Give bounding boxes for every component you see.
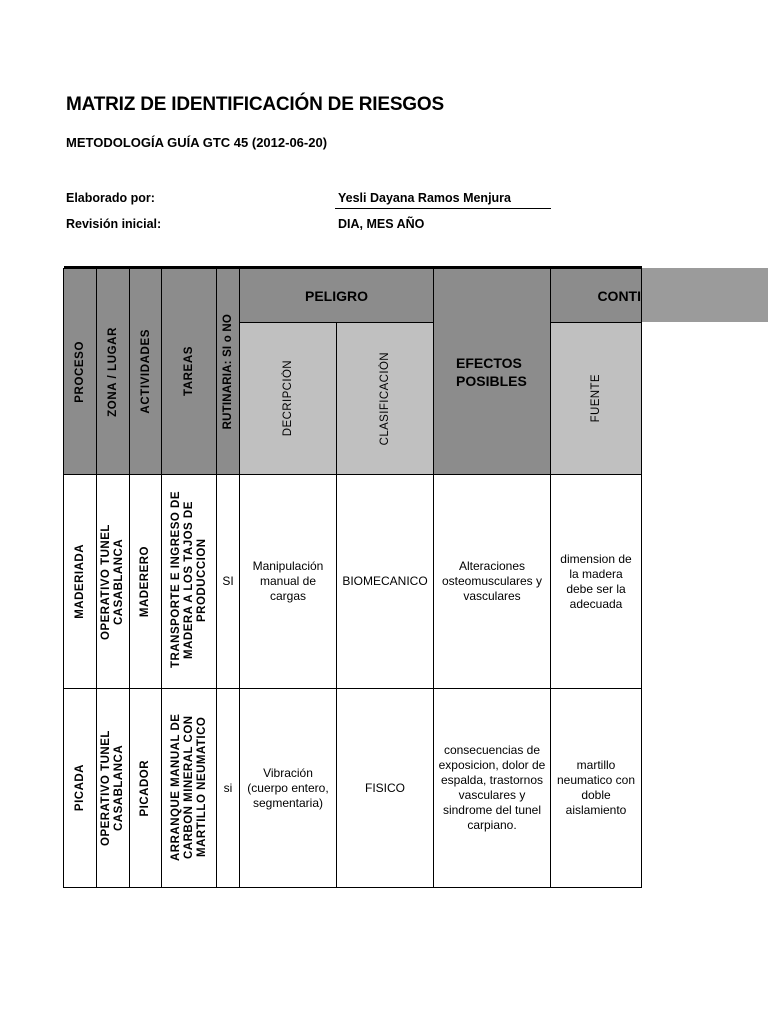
table-header-extension [642,268,768,322]
row2-rutinaria-text: si [223,780,233,795]
header-rutinaria [216,268,240,475]
row2-clasificacion-text: FISICO [364,780,405,795]
row1-actividad [129,474,162,689]
revision-label: Revisión inicial: [66,217,162,231]
row1-tarea [161,474,217,689]
header-descripcion-label: DECRIPCIÓN [282,360,294,437]
row2-actividad-text: PICADOR [139,759,151,817]
header-fuente [550,322,642,475]
elaborado-underline [335,208,551,209]
header-controles-label: CONTI [597,287,641,304]
methodology-subtitle: METODOLOGÍA GUÍA GTC 45 (2012-06-20) [66,135,328,150]
header-descripcion [239,322,337,475]
header-tareas-label: TAREAS [183,346,195,397]
row2-proceso [63,688,97,888]
header-clasificacion-label: CLASIFICACIÓN [379,351,391,446]
row1-zona-text: OPERATIVO TUNEL CASABLANCA [100,523,125,640]
header-actividades-label: ACTIVIDADES [139,329,152,414]
header-tareas [161,268,217,475]
row2-efectos [433,688,551,888]
row1-actividad-text: MADERERO [139,545,151,618]
header-actividades [129,268,162,475]
header-peligro [239,268,434,323]
row1-rutinaria [216,474,240,689]
header-peligro-label: PELIGRO [304,287,368,304]
row1-clasificacion-text: BIOMECANICO [342,574,428,588]
row2-fuente-text: martillo neumatico con doble aislamiento [556,758,636,817]
header-proceso [63,268,97,475]
row2-zona [96,688,130,888]
row2-tarea [161,688,217,888]
row2-efectos-text: consecuencias de exposicion, dolor de espalda, trastornos vasculares y sindrome del tunel carpiano. [438,743,546,832]
row1-descripcion [239,474,337,689]
row2-proceso-text: PICADA [73,764,86,812]
header-zona [96,268,130,475]
header-efectos-label: EFECTOS POSIBLES [456,354,527,389]
row1-zona [96,474,130,689]
row1-efectos-text: Alteraciones osteomusculares y vasculares [441,559,543,603]
header-efectos [433,268,551,475]
row2-actividad [129,688,162,888]
row2-descripcion [239,688,337,888]
row1-fuente-text: dimension de la madera debe ser la adecuada [560,551,632,611]
row1-fuente [550,474,642,689]
revision-value: DIA, MES AÑO [338,217,425,231]
header-fuente-label: FUENTE [590,374,602,423]
page-title: MATRIZ DE IDENTIFICACIÓN DE RIESGOS [66,94,444,115]
header-zona-label: ZONA / LUGAR [107,326,119,417]
row2-clasificacion [336,688,434,888]
row2-fuente [550,688,642,888]
row1-tarea-text: TRANSPORTE E INGRESO DE MADERA A LOS TAJOS DE PRODUCCION [169,491,208,669]
row2-rutinaria [216,688,240,888]
row1-efectos [433,474,551,689]
elaborado-label: Elaborado por: [66,191,155,205]
row1-clasificacion [336,474,434,689]
row2-zona-text: OPERATIVO TUNEL CASABLANCA [100,730,125,846]
header-proceso-label: PROCESO [74,340,86,403]
row1-descripcion-text: Manipulación manual de cargas [252,559,324,603]
row2-descripcion-text: Vibración (cuerpo entero, segmentaria) [247,765,329,810]
header-rutinaria-label: RUTINARIA: SI o NO [222,313,234,430]
header-controles [550,268,642,323]
row1-proceso-text: MADERIADA [73,544,86,619]
row1-proceso [63,474,97,689]
row2-tarea-text: ARRANQUE MANUAL DE CARBON MINERAL CON MARTILLO NEUMATICO [169,713,208,861]
row1-rutinaria-text: SI [222,574,234,588]
elaborado-value: Yesli Dayana Ramos Menjura [338,191,511,205]
header-clasificacion [336,322,434,475]
